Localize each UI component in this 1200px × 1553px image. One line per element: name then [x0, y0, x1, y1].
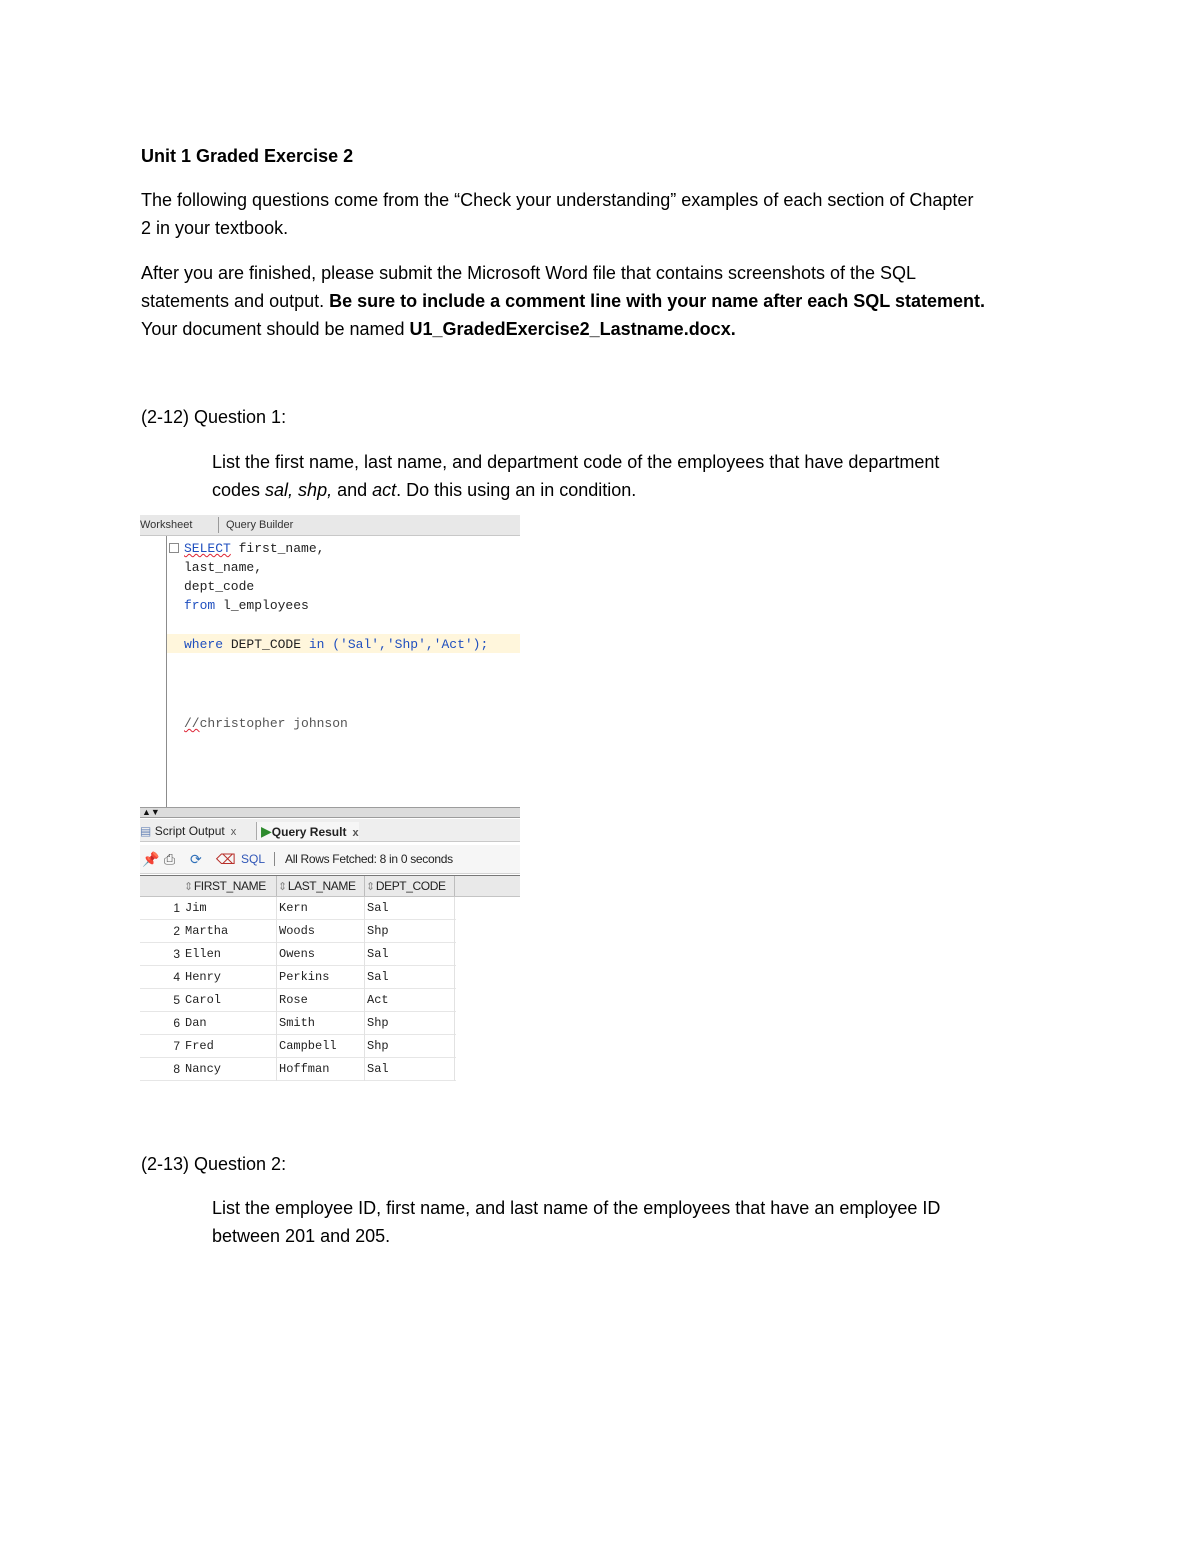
cell-first-name: Henry: [185, 970, 222, 984]
tab-worksheet[interactable]: Worksheet: [140, 519, 193, 531]
tab-query-result-label: Query Result: [271, 825, 347, 839]
cell-dept-code: Shp: [367, 1039, 389, 1053]
worksheet-tab-bar: [140, 515, 520, 536]
cell-first-name: Jim: [185, 901, 207, 915]
code-text: DEPT_CODE: [223, 637, 309, 652]
row-number: 3: [173, 947, 180, 961]
keyword-select: SELECT: [184, 541, 231, 556]
q1-codes-sal-shp: sal, shp,: [265, 480, 333, 500]
table-row[interactable]: [140, 989, 456, 1012]
close-icon[interactable]: x: [230, 826, 237, 838]
toolbar-divider: [274, 852, 275, 866]
cell-first-name: Ellen: [185, 947, 222, 961]
submit-paragraph-line-2: [141, 287, 985, 315]
cell-last-name: Smith: [279, 1016, 316, 1030]
grid-column-divider: [276, 897, 277, 1081]
filename-text: Your document should be named: [141, 319, 410, 339]
document-title: Unit 1 Graded Exercise 2: [141, 146, 354, 166]
row-number: 5: [173, 993, 180, 1007]
intro-paragraph-line-2: 2 in your textbook.: [141, 218, 289, 238]
refresh-icon[interactable]: ⟳: [190, 851, 202, 867]
close-icon[interactable]: x: [352, 827, 359, 839]
cell-last-name: Rose: [279, 993, 308, 1007]
keyword-where: where: [184, 637, 224, 652]
row-number: 2: [173, 924, 180, 938]
sort-icon: ⇕: [184, 881, 193, 893]
table-row[interactable]: [140, 1035, 456, 1058]
row-number: 7: [173, 1039, 180, 1053]
result-toolbar: [140, 845, 520, 874]
column-header-first-name[interactable]: [184, 876, 277, 896]
q1-text-c: . Do this using an in condition.: [396, 480, 637, 500]
script-output-icon: ▤: [140, 824, 152, 838]
rownum-header: [140, 876, 182, 896]
cell-dept-code: Sal: [367, 947, 389, 961]
table-row[interactable]: [140, 943, 456, 966]
collapse-arrows-icon[interactable]: ▲▼: [142, 807, 160, 817]
intro-paragraph-line-1: The following questions come from the “Check your understanding” examples of each section of Chapter: [141, 190, 974, 210]
table-row[interactable]: [140, 966, 456, 989]
row-number: 4: [173, 970, 180, 984]
result-grid-header: [140, 875, 520, 897]
table-row[interactable]: [140, 920, 456, 943]
sql-button[interactable]: SQL: [241, 852, 266, 866]
comment-instruction: Be sure to include a comment line with your name after each SQL statement.: [329, 291, 985, 311]
keyword-in: in: [308, 637, 325, 652]
fetch-status: All Rows Fetched: 8 in 0 seconds: [285, 852, 453, 866]
cell-last-name: Perkins: [279, 970, 330, 984]
grid-column-divider: [364, 897, 365, 1081]
question-2-heading: (2-13) Question 2:: [141, 1154, 287, 1174]
print-icon[interactable]: ⎙: [164, 851, 176, 867]
code-line-2: last_name,: [184, 560, 263, 575]
tab-query-builder[interactable]: Query Builder: [218, 517, 293, 533]
cell-last-name: Kern: [279, 901, 308, 915]
cell-dept-code: Shp: [367, 924, 389, 938]
cell-dept-code: Sal: [367, 901, 389, 915]
question-1-line-2: [212, 476, 636, 504]
submit-paragraph-line-3: [141, 315, 736, 343]
code-text: first_name,: [230, 541, 325, 556]
question-1-heading: (2-12) Question 1:: [141, 407, 287, 427]
column-header-dept-code[interactable]: [366, 876, 455, 896]
submit-text: statements and output.: [141, 291, 330, 311]
cell-last-name: Owens: [279, 947, 316, 961]
cell-dept-code: Sal: [367, 970, 389, 984]
q1-text-a: codes: [212, 480, 266, 500]
cell-first-name: Fred: [185, 1039, 214, 1053]
cell-last-name: Campbell: [279, 1039, 337, 1053]
cell-dept-code: Act: [367, 993, 389, 1007]
output-tab-bar: [140, 819, 520, 842]
column-label: DEPT_CODE: [375, 879, 446, 893]
q1-code-act: act: [372, 480, 397, 500]
cell-first-name: Martha: [185, 924, 229, 938]
q1-text-b: and: [332, 480, 373, 500]
cell-dept-code: Sal: [367, 1062, 389, 1076]
sort-icon: ⇕: [366, 881, 375, 893]
code-text: l_employees: [215, 598, 309, 613]
cell-last-name: Woods: [279, 924, 316, 938]
tab-script-output[interactable]: [140, 822, 236, 840]
tab-query-result[interactable]: [256, 822, 359, 840]
sql-editor[interactable]: [140, 536, 520, 802]
grid-column-divider: [454, 897, 455, 1081]
column-label: FIRST_NAME: [193, 879, 266, 893]
question-2-line-1: List the employee ID, first name, and last name of the employees that have an employee ID: [212, 1198, 941, 1218]
cell-first-name: Carol: [185, 993, 222, 1007]
cell-dept-code: Shp: [367, 1016, 389, 1030]
comment-slashes: //: [184, 716, 200, 731]
code-line-1: [184, 539, 324, 558]
code-line-3: dept_code: [184, 579, 255, 594]
column-header-last-name[interactable]: [278, 876, 365, 896]
question-2-line-2: between 201 and 205.: [212, 1226, 391, 1246]
code-line-4: [184, 596, 309, 615]
row-number: 1: [173, 901, 180, 915]
filename: U1_GradedExercise2_Lastname.docx.: [409, 319, 736, 339]
submit-paragraph-line-1: After you are finished, please submit the Microsoft Word file that contains screenshots of the SQL: [141, 263, 917, 283]
comment-text: christopher johnson: [199, 716, 348, 731]
cell-first-name: Dan: [185, 1016, 207, 1030]
editor-output-splitter[interactable]: [140, 807, 520, 818]
sort-icon: ⇕: [278, 881, 287, 893]
table-row[interactable]: [140, 897, 456, 920]
code-values: ('Sal','Shp','Act');: [324, 637, 489, 652]
fold-toggle-icon[interactable]: [169, 543, 179, 553]
pushpin-icon[interactable]: 📌: [142, 851, 160, 867]
keyword-from: from: [184, 598, 216, 613]
table-row[interactable]: [140, 1058, 456, 1081]
tab-script-output-label: Script Output: [154, 824, 225, 838]
cell-first-name: Nancy: [185, 1062, 222, 1076]
export-icon[interactable]: ⌫: [216, 851, 236, 867]
row-number: 8: [173, 1062, 180, 1076]
row-number: 6: [173, 1016, 180, 1030]
column-label: LAST_NAME: [287, 879, 356, 893]
code-comment-line: [184, 714, 348, 733]
question-1-line-1: List the first name, last name, and department code of the employees that have department: [212, 452, 940, 472]
sql-developer-screenshot: [140, 515, 520, 1083]
editor-gutter: [166, 536, 167, 808]
cell-last-name: Hoffman: [279, 1062, 330, 1076]
table-row[interactable]: [140, 1012, 456, 1035]
code-line-5: [184, 635, 488, 654]
run-icon: ▶: [261, 823, 272, 839]
